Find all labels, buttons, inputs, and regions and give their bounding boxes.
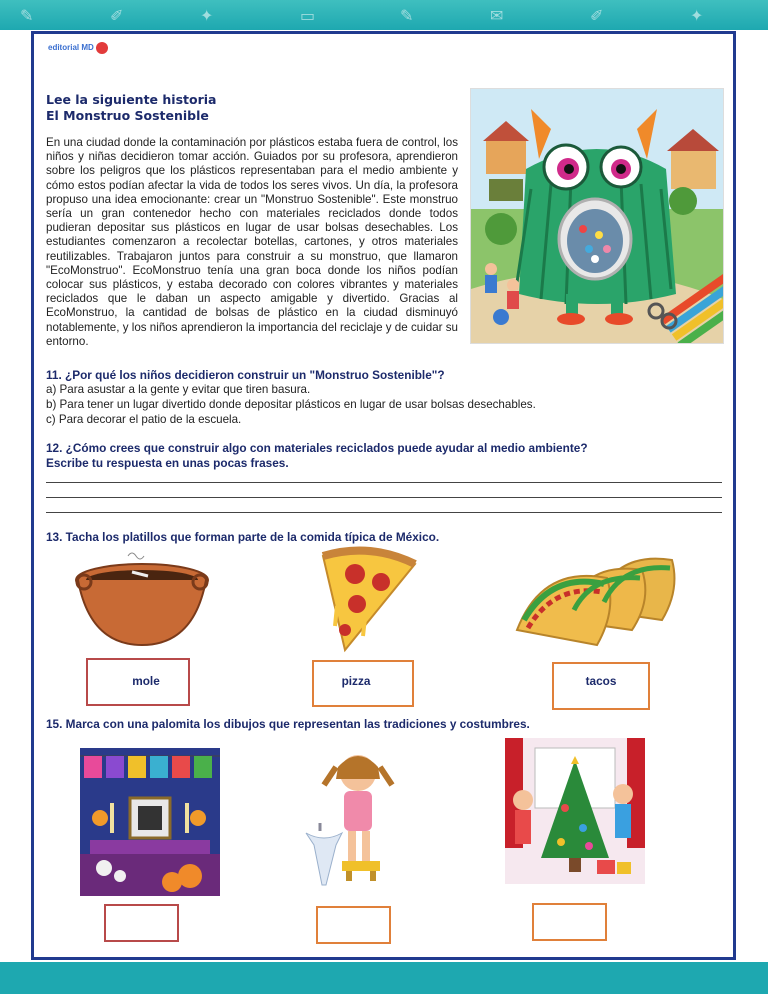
logo-text: editorial MD (48, 43, 94, 53)
pencil-icon: ✐ (110, 6, 124, 25)
publisher-logo (48, 42, 108, 54)
pencil-icon: ✐ (590, 6, 604, 25)
question-12: 12. ¿Cómo crees que construir algo con materiales reciclados puede ayudar al medio ambiente? (46, 441, 588, 455)
brushing-check-box[interactable] (316, 906, 391, 944)
question-15: 15. Marca con una palomita los dibujos que representan las tradiciones y costumbres. (46, 717, 530, 731)
story-text: En una ciudad donde la contaminación por plásticos estaba fuera de control, los niños y niñas decidieron tomar acción. Guiados por su profesora, aprendieron sobre los peligros que los plásticos representaban para el medio ambiente y cómo estos podían afectar la vida de todos los seres vivos. Un día, la profesora propuso una idea emocionante: crear un "Monstruo Sostenible". Este monstruo sería un gran contenedor hecho con materiales reciclados donde todos pudieran depositar sus plásticos en lugar de usar bolsas desechables. Los estudiantes comenzaron a recolectar botellas, cartones, y otros materiales reutilizables. Trabajaron juntos para construir a su monstruo, que llamaron "EcoMonstruo". EcoMonstruo tenía una gran boca donde los niños podían colocar sus plásticos, y estaba decorado con colores vibrantes y materiales reciclados que le daban un aspecto amigable y divertido. Gracias al EcoMonstruo, la cantidad de bolsas de plástico en la ciudad disminuyó notablemente, y los niños aprendieron la importancia del reciclaje y de cuidar su entorno. (46, 136, 458, 348)
top-banner (0, 0, 768, 30)
bottom-banner (0, 962, 768, 994)
christmas-tree-image (505, 738, 645, 884)
eco-monster-illustration (470, 88, 724, 344)
pizza-image (315, 546, 420, 654)
mole-label: mole (132, 674, 160, 688)
christmas-check-box[interactable] (532, 903, 607, 941)
star-icon: ✦ (200, 6, 214, 25)
answer-line-2[interactable] (46, 497, 722, 498)
question-11: 11. ¿Por qué los niños decidieron construir un "Monstruo Sostenible"? (46, 368, 445, 382)
day-of-dead-altar-image (80, 748, 220, 896)
answer-line-3[interactable] (46, 512, 722, 513)
envelope-icon: ✉ (490, 6, 504, 25)
option-c[interactable]: c) Para decorar el patio de la escuela. (46, 413, 242, 426)
tacos-image (512, 550, 684, 650)
option-b[interactable]: b) Para tener un lugar divertido donde depositar plásticos en lugar de usar bolsas desechables. (46, 398, 536, 411)
altar-check-box[interactable] (104, 904, 179, 942)
mole-image (70, 550, 215, 650)
option-a[interactable]: a) Para asustar a la gente y evitar que tiren basura. (46, 383, 311, 396)
book-icon: ✎ (20, 6, 34, 25)
ruler-icon: ▭ (300, 6, 316, 25)
question-13: 13. Tacha los platillos que forman parte de la comida típica de México. (46, 530, 440, 544)
instruction-heading: Lee la siguiente historia (46, 92, 217, 107)
star-icon: ✦ (690, 6, 704, 25)
brushing-teeth-image (302, 745, 406, 895)
question-12-instruction: Escribe tu respuesta en unas pocas frases. (46, 456, 289, 470)
answer-line-1[interactable] (46, 482, 722, 483)
pencil-icon: ✎ (400, 6, 414, 25)
logo-mark (96, 42, 108, 54)
pizza-label: pizza (341, 674, 371, 688)
tacos-label: tacos (585, 674, 617, 688)
story-title: El Monstruo Sostenible (46, 108, 209, 123)
